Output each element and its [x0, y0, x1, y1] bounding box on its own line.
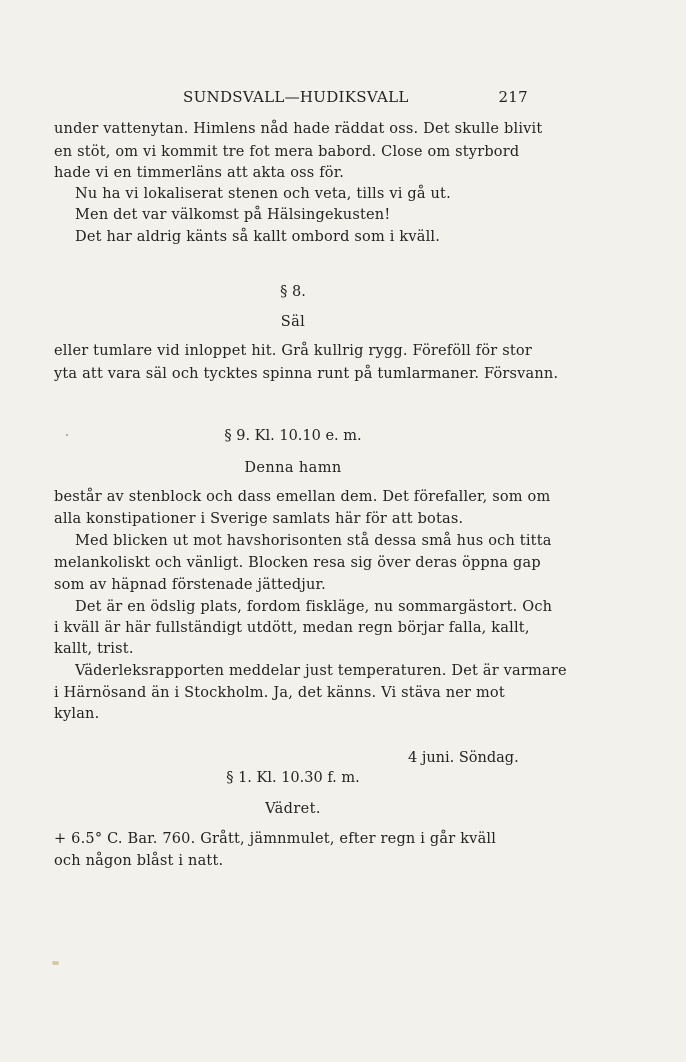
paper-speck: [52, 961, 59, 965]
text-line: eller tumlare vid inloppet hit. Grå kullrig rygg. Föreföll för stor: [54, 343, 532, 359]
text-line: yta att vara säl och tycktes spinna runt på tumlarmaner. Försvann.: [54, 366, 559, 382]
text-line: Det har aldrig känts så kallt ombord som i kväll.: [75, 229, 441, 245]
text-line: i kväll är här fullständigt utdött, medan regn börjar falla, kallt,: [54, 620, 530, 636]
text-line: kallt, trist.: [54, 641, 134, 657]
entry-date: 4 juni. Söndag.: [408, 750, 519, 766]
section-heading: Denna hamn: [244, 460, 342, 476]
text-line: och någon blåst i natt.: [54, 853, 224, 869]
section-heading: Vädret.: [265, 801, 321, 817]
text-line: under vattenytan. Himlens nåd hade räddat oss. Det skulle blivit: [54, 121, 543, 137]
page-number: 217: [498, 88, 528, 106]
section-number: § 9. Kl. 10.10 e. m.: [224, 428, 362, 444]
text-line: Det är en ödslig plats, fordom fiskläge, nu sommargästort. Och: [75, 599, 553, 615]
text-line: i Härnösand än i Stockholm. Ja, det känns. Vi stäva ner mot: [54, 685, 505, 701]
text-line: Med blicken ut mot havshorisonten stå dessa små hus och titta: [75, 533, 552, 549]
text-line: en stöt, om vi kommit tre fot mera babord. Close om styrbord: [54, 144, 520, 160]
text-line: består av stenblock och dass emellan dem. Det förefaller, som om: [54, 489, 551, 505]
text-line: + 6.5° C. Bar. 760. Grått, jämnmulet, efter regn i går kväll: [54, 831, 497, 847]
section-number: § 1. Kl. 10.30 f. m.: [226, 770, 360, 786]
text-line: kylan.: [54, 706, 100, 722]
text-line: hade vi en timmerläns att akta oss för.: [54, 165, 345, 181]
text-line: som av häpnad förstenade jättedjur.: [54, 577, 326, 593]
text-line: alla konstipationer i Sverige samlats här för att botas.: [54, 511, 464, 527]
text-line: melankoliskt och vänligt. Blocken resa sig över deras öppna gap: [54, 555, 541, 571]
text-line: Väderleksrapporten meddelar just temperaturen. Det är varmare: [75, 663, 567, 679]
header-title: SUNDSVALL—HUDIKSVALL: [183, 88, 409, 106]
section-number: § 8.: [280, 284, 306, 300]
text-line: Nu ha vi lokaliserat stenen och veta, tills vi gå ut.: [75, 186, 451, 202]
text-line: Men det var välkomst på Hälsingekusten!: [75, 207, 391, 223]
section-heading: Säl: [280, 314, 306, 330]
